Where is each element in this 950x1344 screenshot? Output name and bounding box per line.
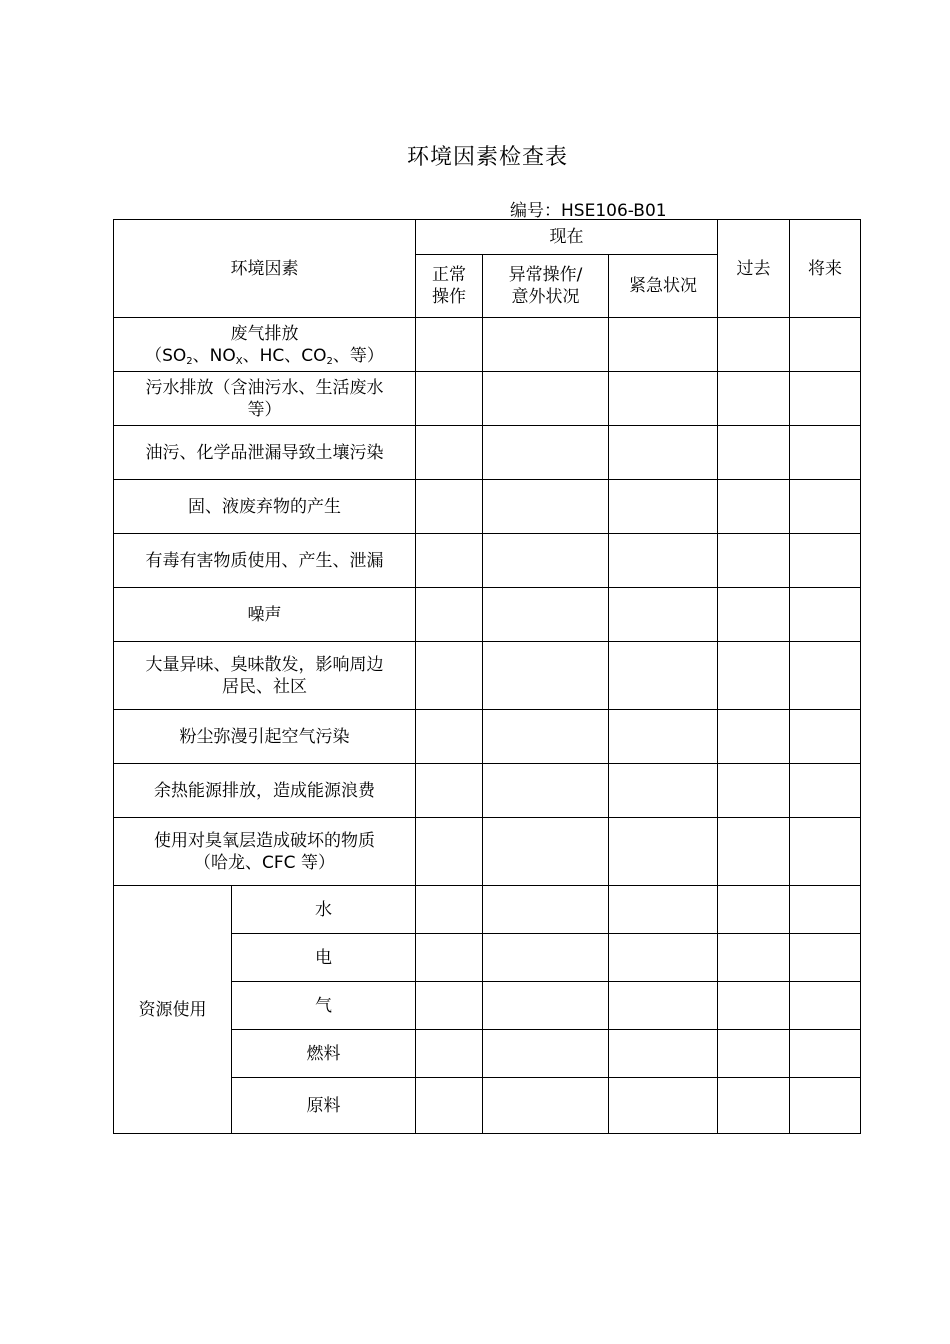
cell-abnormal[interactable] [483,318,609,372]
cell-past[interactable] [718,764,790,818]
cell-emergency[interactable] [609,982,718,1030]
resource-item-gas: 气 [232,982,416,1030]
cell-normal[interactable] [416,818,483,886]
cell-future[interactable] [790,426,861,480]
header-normal-line1: 正常 [432,265,466,285]
cell-emergency[interactable] [609,480,718,534]
cell-past[interactable] [718,982,790,1030]
cell-emergency[interactable] [609,588,718,642]
cell-future[interactable] [790,318,861,372]
table-row [114,818,861,886]
factor-gas-emission [114,318,416,372]
cell-past[interactable] [718,818,790,886]
header-abnormal-operation [483,255,609,318]
table-row [114,886,861,934]
cell-normal[interactable] [416,480,483,534]
factor-solid-liquid-waste: 固、液废弃物的产生 [114,480,416,534]
header-future: 将来 [790,220,861,318]
cell-abnormal[interactable] [483,934,609,982]
cell-future[interactable] [790,642,861,710]
cell-future[interactable] [790,818,861,886]
cell-future[interactable] [790,534,861,588]
cell-abnormal[interactable] [483,426,609,480]
cell-abnormal[interactable] [483,534,609,588]
factor-toxic-substances: 有毒有害物质使用、产生、泄漏 [114,534,416,588]
cell-normal[interactable] [416,642,483,710]
factor-dust: 粉尘弥漫引起空气污染 [114,710,416,764]
cell-emergency[interactable] [609,710,718,764]
header-row-1 [114,220,861,255]
cell-past[interactable] [718,1078,790,1134]
cell-emergency[interactable] [609,934,718,982]
factor-noise: 噪声 [114,588,416,642]
resource-item-raw-material: 原料 [232,1078,416,1134]
cell-future[interactable] [790,982,861,1030]
cell-normal[interactable] [416,318,483,372]
document-title: 环境因素检查表 [406,145,568,170]
cell-past[interactable] [718,318,790,372]
header-emergency: 紧急状况 [609,255,718,318]
cell-future[interactable] [790,480,861,534]
resource-usage-label: 资源使用 [114,886,232,1134]
cell-future[interactable] [790,1078,861,1134]
environmental-factor-table [113,219,861,1134]
cell-past[interactable] [718,480,790,534]
header-normal-operation [416,255,483,318]
cell-future[interactable] [790,372,861,426]
header-now: 现在 [416,220,718,255]
cell-future[interactable] [790,710,861,764]
cell-past[interactable] [718,372,790,426]
cell-abnormal[interactable] [483,588,609,642]
cell-past[interactable] [718,426,790,480]
doc-number-value: HSE106-B01 [561,201,667,221]
factor-odor-line1: 大量异味、臭味散发，影响周边 [145,654,384,675]
cell-past[interactable] [718,588,790,642]
factor-sewage-line1: 污水排放（含油污水、生活废水 [145,377,384,398]
cell-normal[interactable] [416,1030,483,1078]
header-abnormal-line2: 意外状况 [511,287,580,307]
cell-abnormal[interactable] [483,886,609,934]
cell-emergency[interactable] [609,818,718,886]
cell-normal[interactable] [416,710,483,764]
cell-future[interactable] [790,1030,861,1078]
cell-abnormal[interactable] [483,764,609,818]
cell-abnormal[interactable] [483,372,609,426]
cell-past[interactable] [718,642,790,710]
cell-abnormal[interactable] [483,480,609,534]
cell-normal[interactable] [416,764,483,818]
cell-abnormal[interactable] [483,982,609,1030]
cell-future[interactable] [790,588,861,642]
cell-emergency[interactable] [609,372,718,426]
cell-normal[interactable] [416,534,483,588]
doc-number-label: 编号： [510,201,561,221]
cell-future[interactable] [790,934,861,982]
cell-abnormal[interactable] [483,642,609,710]
cell-normal[interactable] [416,886,483,934]
document-number [510,196,667,221]
cell-future[interactable] [790,764,861,818]
table-row [114,534,861,588]
resource-item-water: 水 [232,886,416,934]
table-row [114,318,861,372]
header-factor: 环境因素 [114,220,416,318]
cell-past[interactable] [718,1030,790,1078]
header-abnormal-line1: 异常操作/ [508,265,583,285]
factor-sewage [114,372,416,426]
cell-emergency[interactable] [609,642,718,710]
header-past: 过去 [718,220,790,318]
cell-abnormal[interactable] [483,1030,609,1078]
cell-past[interactable] [718,886,790,934]
factor-gas-line1: 废气排放 [230,323,299,344]
table-row [114,588,861,642]
cell-emergency[interactable] [609,886,718,934]
factor-odor-line2: 居民、社区 [222,676,307,697]
cell-normal[interactable] [416,372,483,426]
cell-abnormal[interactable] [483,818,609,886]
cell-emergency[interactable] [609,1078,718,1134]
factor-ozone-line1: 使用对臭氧层造成破坏的物质 [154,830,375,851]
cell-normal[interactable] [416,982,483,1030]
factor-gas-line2: （$SO_2$、$NO_X$、HC、$CO_2$、等） [145,345,384,367]
cell-past[interactable] [718,710,790,764]
cell-normal[interactable] [416,934,483,982]
cell-abnormal[interactable] [483,1078,609,1134]
header-normal-line2: 操作 [432,287,466,307]
cell-normal[interactable] [416,1078,483,1134]
factor-soil-pollution: 油污、化学品泄漏导致土壤污染 [114,426,416,480]
cell-emergency[interactable] [609,318,718,372]
table-row [114,710,861,764]
cell-emergency[interactable] [609,426,718,480]
table-row [114,426,861,480]
resource-item-fuel: 燃料 [232,1030,416,1078]
cell-emergency[interactable] [609,1030,718,1078]
resource-item-electricity: 电 [232,934,416,982]
cell-future[interactable] [790,886,861,934]
factor-ozone-depletion [114,818,416,886]
factor-ozone-line2: （哈龙、CFC 等） [194,852,335,873]
cell-emergency[interactable] [609,764,718,818]
cell-normal[interactable] [416,588,483,642]
cell-abnormal[interactable] [483,710,609,764]
cell-emergency[interactable] [609,534,718,588]
table-row [114,372,861,426]
table-row [114,642,861,710]
table-row [114,764,861,818]
cell-normal[interactable] [416,426,483,480]
cell-past[interactable] [718,534,790,588]
factor-waste-heat: 余热能源排放，造成能源浪费 [114,764,416,818]
table-row [114,480,861,534]
factor-odor [114,642,416,710]
factor-sewage-line2: 等） [247,399,282,420]
cell-past[interactable] [718,934,790,982]
